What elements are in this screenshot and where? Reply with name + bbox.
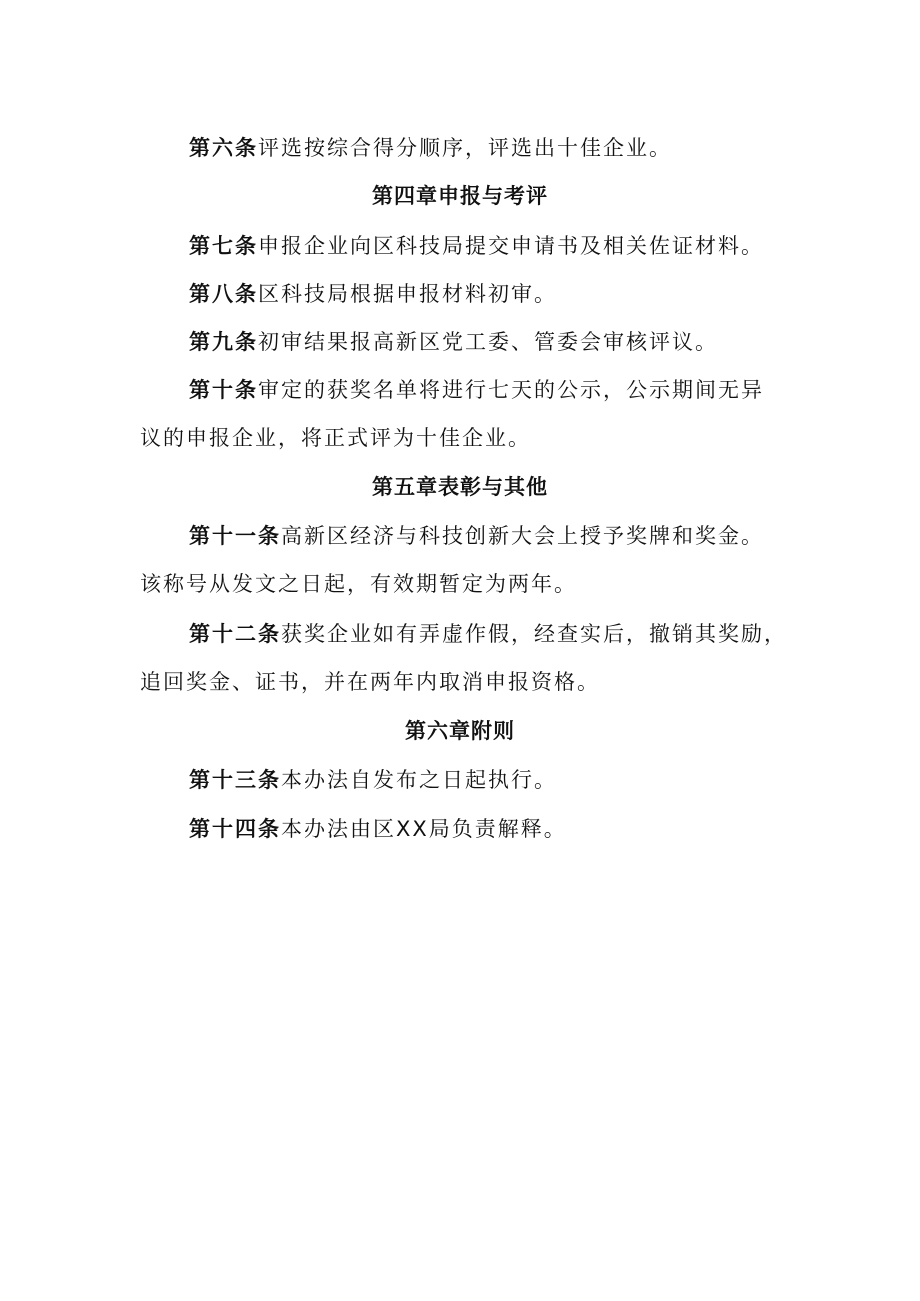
article-11-continuation: 该称号从发文之日起，有效期暂定为两年。	[140, 572, 577, 596]
article-14	[189, 815, 869, 843]
article-label: 第十四条	[189, 817, 281, 841]
article-text: 获奖企业如有弄虚作假，经查实后，撤销其奖励，	[281, 622, 787, 646]
article-label: 第十一条	[189, 524, 281, 548]
article-12	[189, 620, 869, 648]
article-label: 第八条	[189, 282, 258, 306]
article-label: 第十条	[189, 378, 258, 402]
article-10-continuation: 议的申报企业，将正式评为十佳企业。	[140, 426, 531, 450]
article-8	[189, 280, 869, 308]
article-11	[189, 522, 869, 550]
article-label: 第七条	[189, 234, 258, 258]
chapter-heading-5: 第五章表彰与其他	[372, 475, 548, 499]
article-9	[189, 328, 869, 356]
article-text: 高新区经济与科技创新大会上授予奖牌和奖金。	[281, 524, 764, 548]
article-text: 本办法由区XX局负责解释。	[281, 817, 567, 841]
article-label: 第六条	[189, 136, 258, 160]
chapter-heading-4: 第四章申报与考评	[372, 184, 548, 208]
article-text: 初审结果报高新区党工委、管委会审核评议。	[258, 330, 718, 354]
chapter-heading-6: 第六章附则	[405, 719, 515, 743]
article-text: 审定的获奖名单将进行七天的公示，公示期间无异	[258, 378, 764, 402]
article-text: 申报企业向区科技局提交申请书及相关佐证材料。	[258, 234, 764, 258]
article-label: 第九条	[189, 330, 258, 354]
article-text: 评选按综合得分顺序，评选出十佳企业。	[258, 136, 672, 160]
article-label: 第十三条	[189, 768, 281, 792]
article-10	[189, 376, 869, 404]
article-text: 区科技局根据申报材料初审。	[258, 282, 557, 306]
article-12-continuation: 追回奖金、证书，并在两年内取消申报资格。	[140, 670, 600, 694]
article-13	[189, 766, 869, 794]
article-label: 第十二条	[189, 622, 281, 646]
article-6	[189, 134, 869, 162]
article-7	[189, 232, 869, 260]
article-text: 本办法自发布之日起执行。	[281, 768, 557, 792]
